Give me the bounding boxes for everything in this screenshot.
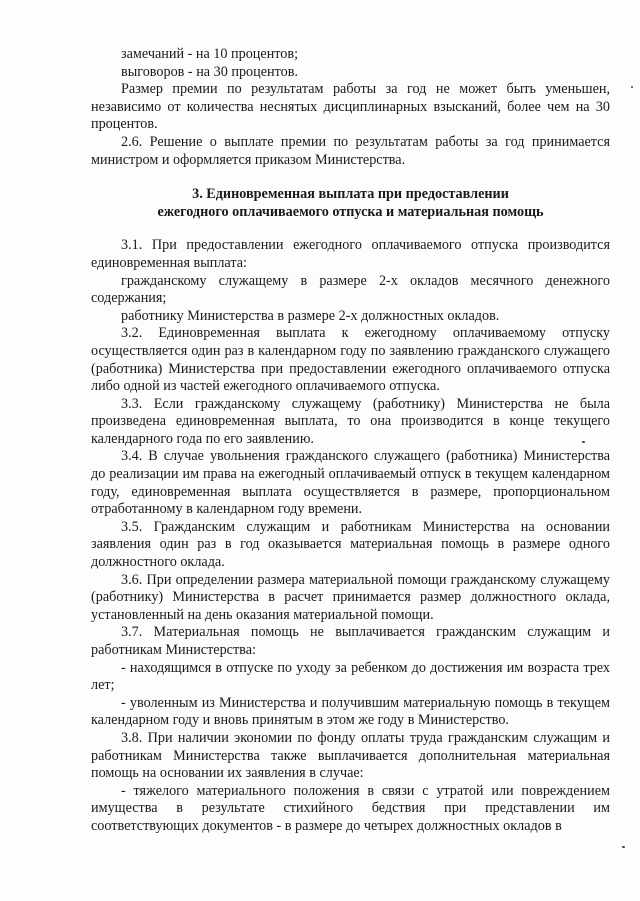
paragraph-3-1-a: гражданскому служащему в размере 2-х окладов месячного денежного содержания; [91, 272, 610, 307]
paragraph-3-1: 3.1. При предоставлении ежегодного оплачиваемого отпуска производится единовременная выплата: [91, 237, 610, 271]
paragraph-bonus-limit: Размер премии по результатам работы за год не может быть уменьшен, независимо от количества неснятых дисциплинарных взысканий, более чем на 30 процентов. [91, 81, 610, 133]
paragraph-3-2: 3.2. Единовременная выплата к ежегодному оплачиваемому отпуску осуществляется один раз в календарном году по заявлению гражданского служащего (работника) Министерства при предоставлении ежегодного оплачиваемого отпуска либо одной из частей ежегодного оплачиваемого отпуска. [91, 325, 610, 395]
paragraph-3-4: 3.4. В случае увольнения гражданского служащего (работника) Министерства до реализации им права на ежегодный оплачиваемый отпуск в текущем календарном году, единовременная выплата осуществляется в размере, пропорциональном отработанному в календарном году времени. [91, 448, 610, 518]
paragraph-2-6: 2.6. Решение о выплате премии по результатам работы за год принимается министром и оформляется приказом Министерства. [91, 133, 610, 168]
section-3-heading-line-1: 3. Единовременная выплата при предоставлении [192, 186, 509, 203]
paragraph-3-1-b: работнику Министерства в размере 2-х должностных окладов. [121, 307, 500, 324]
paragraph-remarks: замечаний - на 10 процентов; [121, 46, 299, 62]
paragraph-3-5: 3.5. Гражданским служащим и работникам Министерства на основании заявления один раз в год оказывается материальная помощь в размере одного должностного оклада. [91, 518, 610, 571]
scan-speck [582, 441, 585, 443]
paragraph-3-7-a: - находящимся в отпуске по уходу за ребенком до достижения им возраста трех лет; [91, 659, 610, 694]
document-body [91, 46, 610, 836]
scan-speck [631, 86, 633, 88]
paragraph-3-7-b: - уволенным из Министерства и получившим материальную помощь в текущем календарном году и вновь принятым в этом же году в Министерство. [91, 694, 610, 729]
section-3-heading [91, 186, 610, 221]
paragraph-3-8: 3.8. При наличии экономии по фонду оплаты труда гражданским служащим и работникам Министерства также выплачивается дополнительная материальная помощь на основании их заявления в случае: [91, 729, 610, 782]
paragraph-3-6: 3.6. При определении размера материальной помощи гражданскому служащему (работнику) Министерства в расчет принимается размер должностного оклада, установленный на день оказания материальной помощи. [91, 571, 610, 623]
section-3-heading-line-2: ежегодного оплачиваемого отпуска и материальная помощь [157, 203, 544, 220]
paragraph-3-3: 3.3. Если гражданскому служащему (работнику) Министерства не была произведена единовременная выплата, то она производится в конце текущего календарного года по его заявлению. [91, 395, 610, 447]
paragraph-3-7: 3.7. Материальная помощь не выплачивается гражданским служащим и работникам Министерства: [91, 624, 610, 658]
paragraph-3-8-a: - тяжелого материального положения в связи с утратой или повреждением имущества в результате стихийного бедствия при представлении им соответствующих документов - в размере до четырех должностных окладов в [91, 782, 610, 834]
scan-speck [622, 846, 625, 848]
paragraph-reprimands: выговоров - на 30 процентов. [121, 63, 298, 80]
